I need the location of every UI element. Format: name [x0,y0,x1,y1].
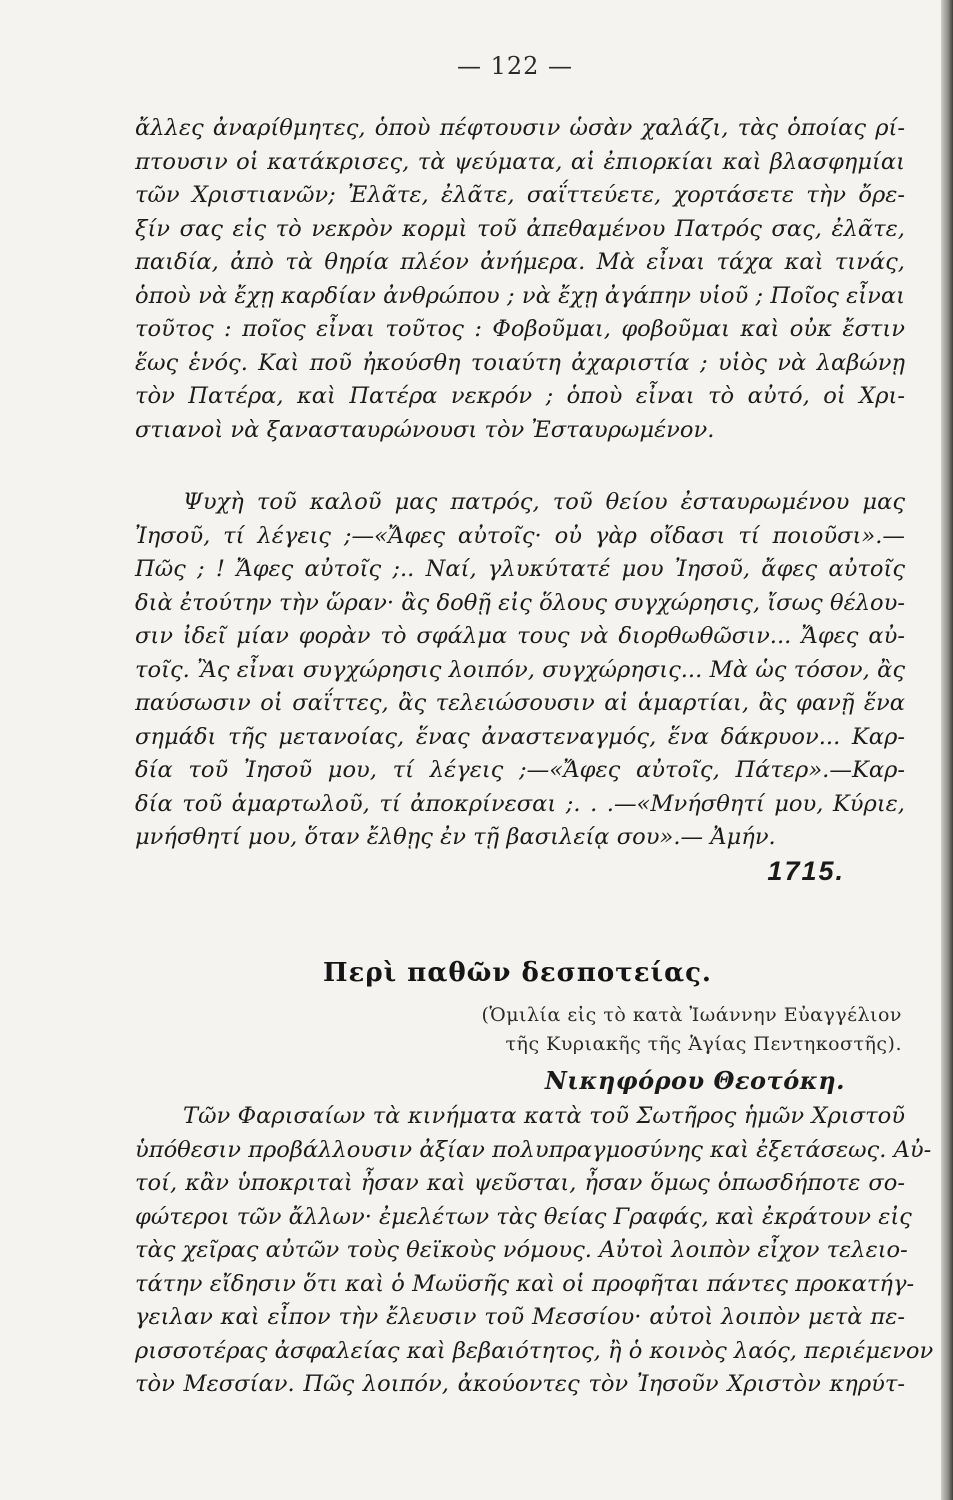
text-line: ὁποὺ νὰ ἔχῃ καρδίαν ἀνθρώπου ; νὰ ἔχῃ ἀγάπην υἱοῦ ; Ποῖος εἶναι [135,282,905,309]
text-line: ρισσοτέρας ἀσφαλείας καὶ βεβαιότητος, ἢ ὁ κοινὸς λαός, περιέμενον [135,1337,934,1364]
paragraph-3 [135,1100,934,1402]
text-line: ξίν σας εἰς τὸ νεκρὸν κορμὶ τοῦ ἀπεθαμένου Πατρός σας, ἐλᾶτε, [135,215,905,242]
text-line: τὸν Πατέρα, καὶ Πατέρα νεκρόν ; ὁποὺ εἶναι τὸ αὐτό, οἱ Χρι- [135,383,905,409]
text-line: παιδία, ἀπὸ τὰ θηρία πλέον ἀνήμερα. Μὰ εἶναι τάχα καὶ τινάς, [135,249,905,275]
text-line: Ψυχὴ τοῦ καλοῦ μας πατρός, τοῦ θείου ἐσταυρωμένου μας [183,489,905,515]
text-line: ἕως ἑνός. Καὶ ποῦ ἠκούσθη τοιαύτη ἀχαριστία ; υἱὸς νὰ λαβώνῃ [135,349,905,376]
author-name: Νικηφόρου Θεοτόκη. [544,1066,845,1095]
text-line: ὑπόθεσιν προβάλλουσιν ἀξίαν πολυπραγμοσύνης καὶ ἐξετάσεως. Αὐ- [135,1136,932,1163]
text-line: τάτην εἴδησιν ὅτι καὶ ὁ Μωϋσῆς καὶ οἱ προφῆται πάντες προκατήγ- [135,1270,915,1297]
text-line: γειλαν καὶ εἶπον τὴν ἔλευσιν τοῦ Μεσσίου· αὐτοὶ λοιπὸν μετὰ πε- [135,1304,905,1330]
text-line: Ἰησοῦ, τί λέγεις ;—«Ἄφες αὐτοῖς· οὐ γὰρ οἴδασι τί ποιοῦσι».— [135,522,905,549]
page-edge-shadow [941,0,953,1500]
text-line: τοί, κἂν ὑποκριταὶ ἦσαν καὶ ψεῦσται, ἦσαν ὅμως ὁπωσδήποτε σο- [135,1170,905,1196]
text-line: τῶν Χριστιανῶν; Ἐλᾶτε, ἐλᾶτε, σαΐττεύετε, χορτάσετε τὴν ὄρε- [135,182,905,208]
text-line: ἄλλες ἀναρίθμητες, ὁποὺ πέφτουσιν ὡσὰν χαλάζι, τὰς ὁποίας ρί- [135,115,905,141]
paragraph-1 [135,112,905,447]
section-title: Περὶ παθῶν δεσποτείας. [323,958,712,988]
text-line: τοῦτος : ποῖος εἶναι τοῦτος : Φοβοῦμαι, φοβοῦμαι καὶ οὐκ ἔστιν [135,316,905,342]
paragraph-2 [135,486,905,855]
section-subtitle-line-2: τῆς Κυριακῆς τῆς Ἁγίας Πεντηκοστῆς). [505,1033,902,1055]
text-line: δία τοῦ ἁμαρτωλοῦ, τί ἀποκρίνεσαι ;. . .—«Μνήσθητί μου, Κύριε, [135,790,905,817]
text-line: διὰ ἐτούτην τὴν ὥραν· ἂς δοθῇ εἰς ὅλους συγχώρησις, ἴσως θέλου- [135,589,905,616]
text-line: τὰς χεῖρας αὐτῶν τοὺς θεϊκοὺς νόμους. Αὐτοὶ λοιπὸν εἶχον τελειο- [135,1237,908,1263]
text-line: τὸν Μεσσίαν. Πῶς λοιπόν, ἀκούοντες τὸν Ἰησοῦν Χριστὸν κηρύτ- [135,1371,905,1397]
closing-number: 1715. [767,856,845,886]
page-number: — 122 — [456,52,574,80]
section-subtitle-line-1: (Ὁμιλία εἰς τὸ κατὰ Ἰωάννην Εὐαγγέλιον [481,1004,902,1026]
text-line: μνήσθητί μου, ὅταν ἔλθῃς ἐν τῇ βασιλείᾳ σου».— Ἀμήν. [135,824,776,850]
text-line: σιν ἰδεῖ μίαν φορὰν τὸ σφάλμα τους νὰ διορθωθῶσιν... Ἄφες αὐ- [135,623,905,649]
text-line: πτουσιν οἱ κατάκρισες, τὰ ψεύματα, αἱ ἐπιορκίαι καὶ βλασφημίαι [135,148,905,175]
text-line: σημάδι τῆς μετανοίας, ἕνας ἀναστεναγμός, ἕνα δάκρυον... Καρ- [135,723,905,750]
text-line: δία τοῦ Ἰησοῦ μου, τί λέγεις ;—«Ἄφες αὐτοῖς, Πάτερ».—Καρ- [135,757,905,783]
text-line: φώτεροι τῶν ἄλλων· ἐμελέτων τὰς θείας Γραφάς, καὶ ἐκράτουν εἰς [135,1203,912,1230]
text-line: στιανοὶ νὰ ξανασταυρώνουσι τὸν Ἐσταυρωμένον. [135,416,715,443]
text-line: παύσωσιν οἱ σαΐττες, ἂς τελειώσουσιν αἱ ἁμαρτίαι, ἂς φανῇ ἕνα [135,690,905,716]
text-line: τοῖς. Ἂς εἶναι συγχώρησις λοιπόν, συγχώρησις... Μὰ ὡς τόσον, ἂς [135,656,905,683]
text-line: Τῶν Φαρισαίων τὰ κινήματα κατὰ τοῦ Σωτῆρος ἡμῶν Χριστοῦ [183,1103,905,1129]
text-line: Πῶς ; ! Ἄφες αὐτοῖς ;.. Ναί, γλυκύτατέ μου Ἰησοῦ, ἄφες αὐτοῖς [135,556,905,582]
